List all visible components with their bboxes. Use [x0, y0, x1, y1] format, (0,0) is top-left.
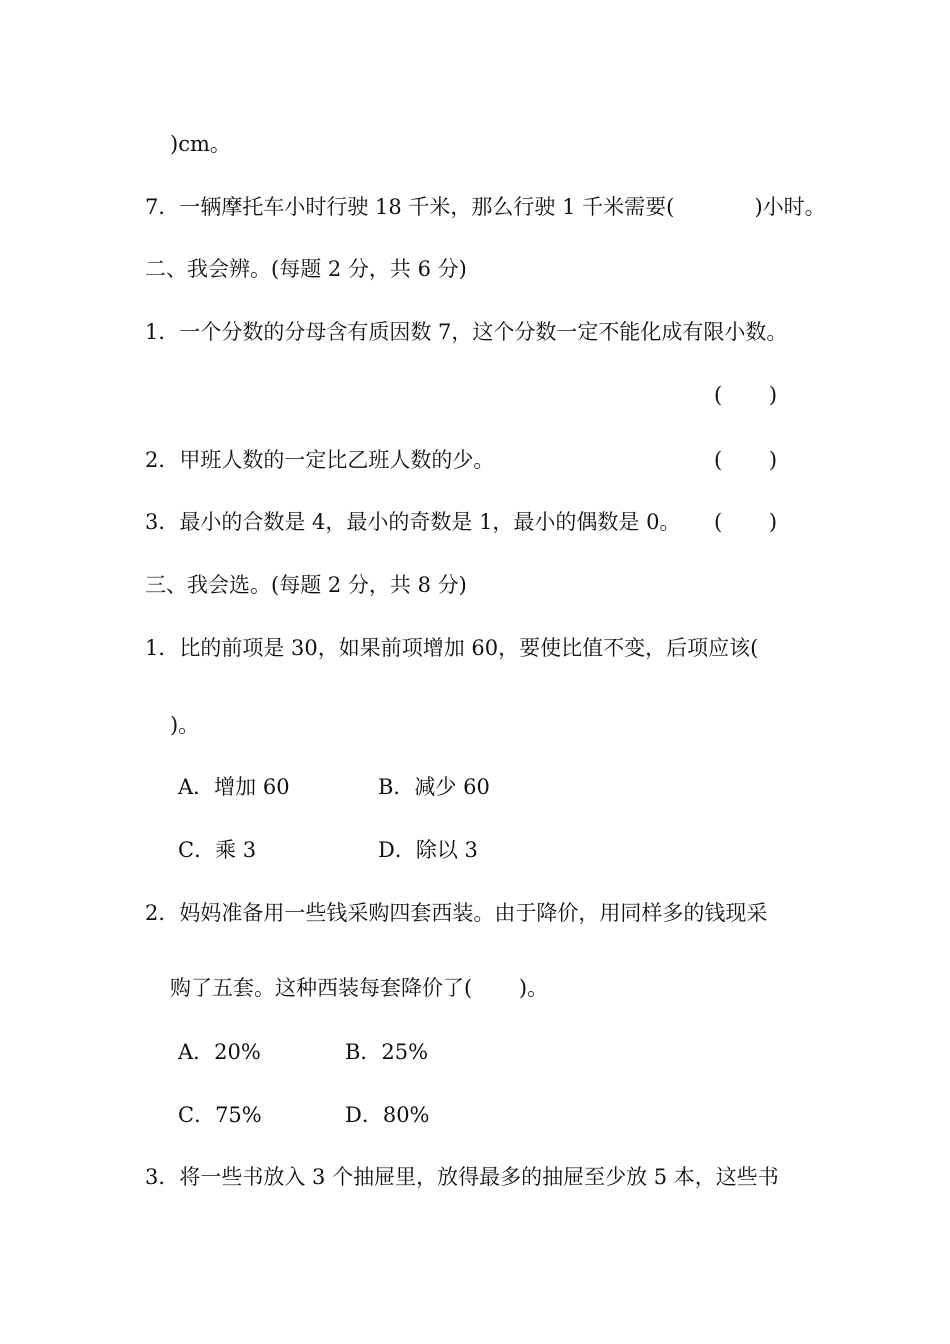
judge-answer-blank-3: ( ) [714, 510, 778, 534]
judge-question-3: 3．最小的合数是 4，最小的奇数是 1，最小的偶数是 0。 [145, 510, 681, 534]
choice-1-option-d: D．除以 3 [378, 838, 478, 862]
choice-1-option-a: A．增加 60 [178, 775, 290, 799]
judge-question-2: 2．甲班人数的一定比乙班人数的少。 [145, 448, 495, 472]
choice-2-option-a: A．20% [178, 1040, 261, 1064]
choice-1-option-b: B．减少 60 [378, 775, 490, 799]
previous-question-end: )cm。 [170, 132, 231, 156]
choice-question-2: 2．妈妈准备用一些钱采购四套西装。由于降价，用同样多的钱现采 [145, 901, 768, 925]
choice-question-2-continued: 购了五套。这种西装每套降价了( )。 [170, 976, 549, 1000]
choice-question-1: 1．比的前项是 30，如果前项增加 60，要使比值不变，后项应该( [145, 636, 759, 660]
judge-question-1: 1．一个分数的分母含有质因数 7，这个分数一定不能化成有限小数。 [145, 320, 788, 344]
choice-1-option-c: C．乘 3 [178, 838, 257, 862]
choice-2-option-c: C．75% [178, 1103, 262, 1127]
choice-question-1-continued: )。 [170, 713, 200, 737]
choice-question-3: 3．将一些书放入 3 个抽屉里，放得最多的抽屉至少放 5 本，这些书 [145, 1165, 779, 1189]
judge-answer-blank-2: ( ) [714, 448, 778, 472]
choice-2-option-b: B．25% [345, 1040, 429, 1064]
section-3-title: 三、我会选。(每题 2 分，共 8 分) [145, 573, 467, 597]
question-7: 7．一辆摩托车小时行驶 18 千米，那么行驶 1 千米需要( )小时。 [145, 195, 826, 219]
choice-2-option-d: D．80% [345, 1103, 430, 1127]
judge-answer-blank-1: ( ) [714, 383, 778, 407]
section-2-title: 二、我会辨。(每题 2 分，共 6 分) [145, 257, 467, 281]
